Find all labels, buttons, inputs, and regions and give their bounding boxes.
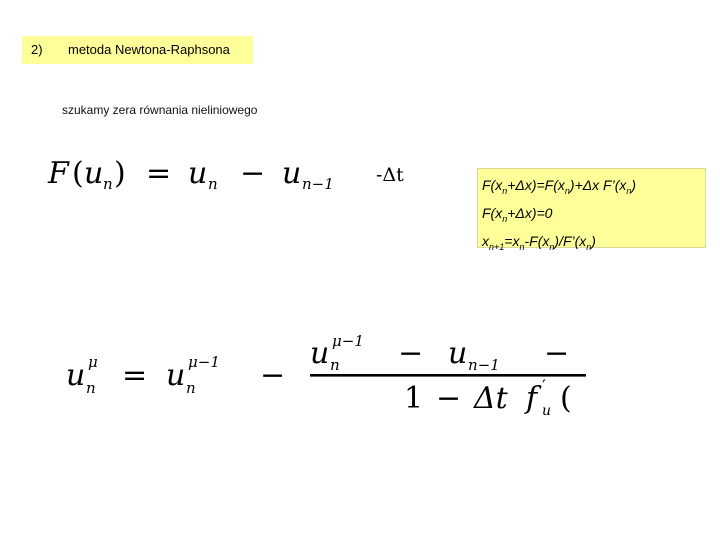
eq1-sub-n: n	[103, 175, 113, 193]
eq2-den-dt: Δt	[474, 381, 508, 415]
eq2-minus: −	[260, 358, 286, 393]
eq1-lparen: (	[72, 156, 84, 191]
eq2-rhs-sub: n	[186, 379, 196, 397]
eq2-den-f: f	[526, 381, 538, 415]
equation-newton-iteration	[64, 333, 588, 415]
formula-line-2: $F(x_n+\Delta x)=0$	[482, 204, 553, 224]
eq1-equals: =	[146, 156, 172, 191]
eq1-unm1-sub: n−1	[302, 175, 334, 193]
eq2-num-trailing-minus: −	[544, 336, 570, 371]
eq1-u: u	[84, 156, 104, 191]
eq2-num-sup: μ−1	[332, 333, 364, 350]
eq2-den-prime: ′	[542, 377, 546, 397]
eq2-lhs-sub: n	[86, 379, 96, 397]
eq2-num-unm1-sub: n−1	[468, 356, 500, 374]
eq1-un-sub: n	[208, 175, 218, 193]
eq2-rhs-sup: μ−1	[188, 353, 220, 371]
eq2-num-sub: n	[330, 356, 340, 374]
eq2-num-minus: −	[398, 336, 424, 371]
section-title: metoda Newtona-Raphsona	[68, 42, 230, 57]
eq1-dt: -Δt	[376, 164, 404, 186]
eq2-den-minus: −	[436, 381, 462, 415]
eq1-rparen: )	[114, 156, 126, 191]
eq2-num-unm1: u	[448, 336, 468, 371]
equation-residual	[46, 147, 436, 199]
eq2-rhs-u: u	[166, 358, 186, 393]
eq2-den-lparen: (	[560, 381, 572, 415]
formula-line-3: $x_{n+1}=x_n-F(x_n)/F’(x_n)$	[482, 232, 596, 252]
eq1-F: F	[48, 156, 69, 191]
eq1-unm1: u	[282, 156, 302, 191]
subtitle-text: szukamy zera równania nieliniowego	[62, 103, 258, 117]
eq1-minus: −	[240, 156, 266, 191]
eq2-den-fsub: u	[542, 403, 552, 415]
newton-formula-box	[477, 168, 706, 252]
eq2-num-u: u	[310, 336, 330, 371]
eq2-equals: =	[122, 358, 148, 393]
eq2-lhs-u: u	[66, 358, 86, 393]
section-number: 2)	[31, 42, 43, 57]
eq2-den-one: 1	[404, 381, 424, 415]
formula-line-1: $F(x_n+\Delta x)=F(x_n)+\Delta x$ $F’(x_n)$	[482, 177, 637, 196]
eq2-lhs-sup: μ	[88, 353, 98, 371]
eq1-un: u	[188, 156, 208, 191]
section-heading	[22, 36, 253, 64]
